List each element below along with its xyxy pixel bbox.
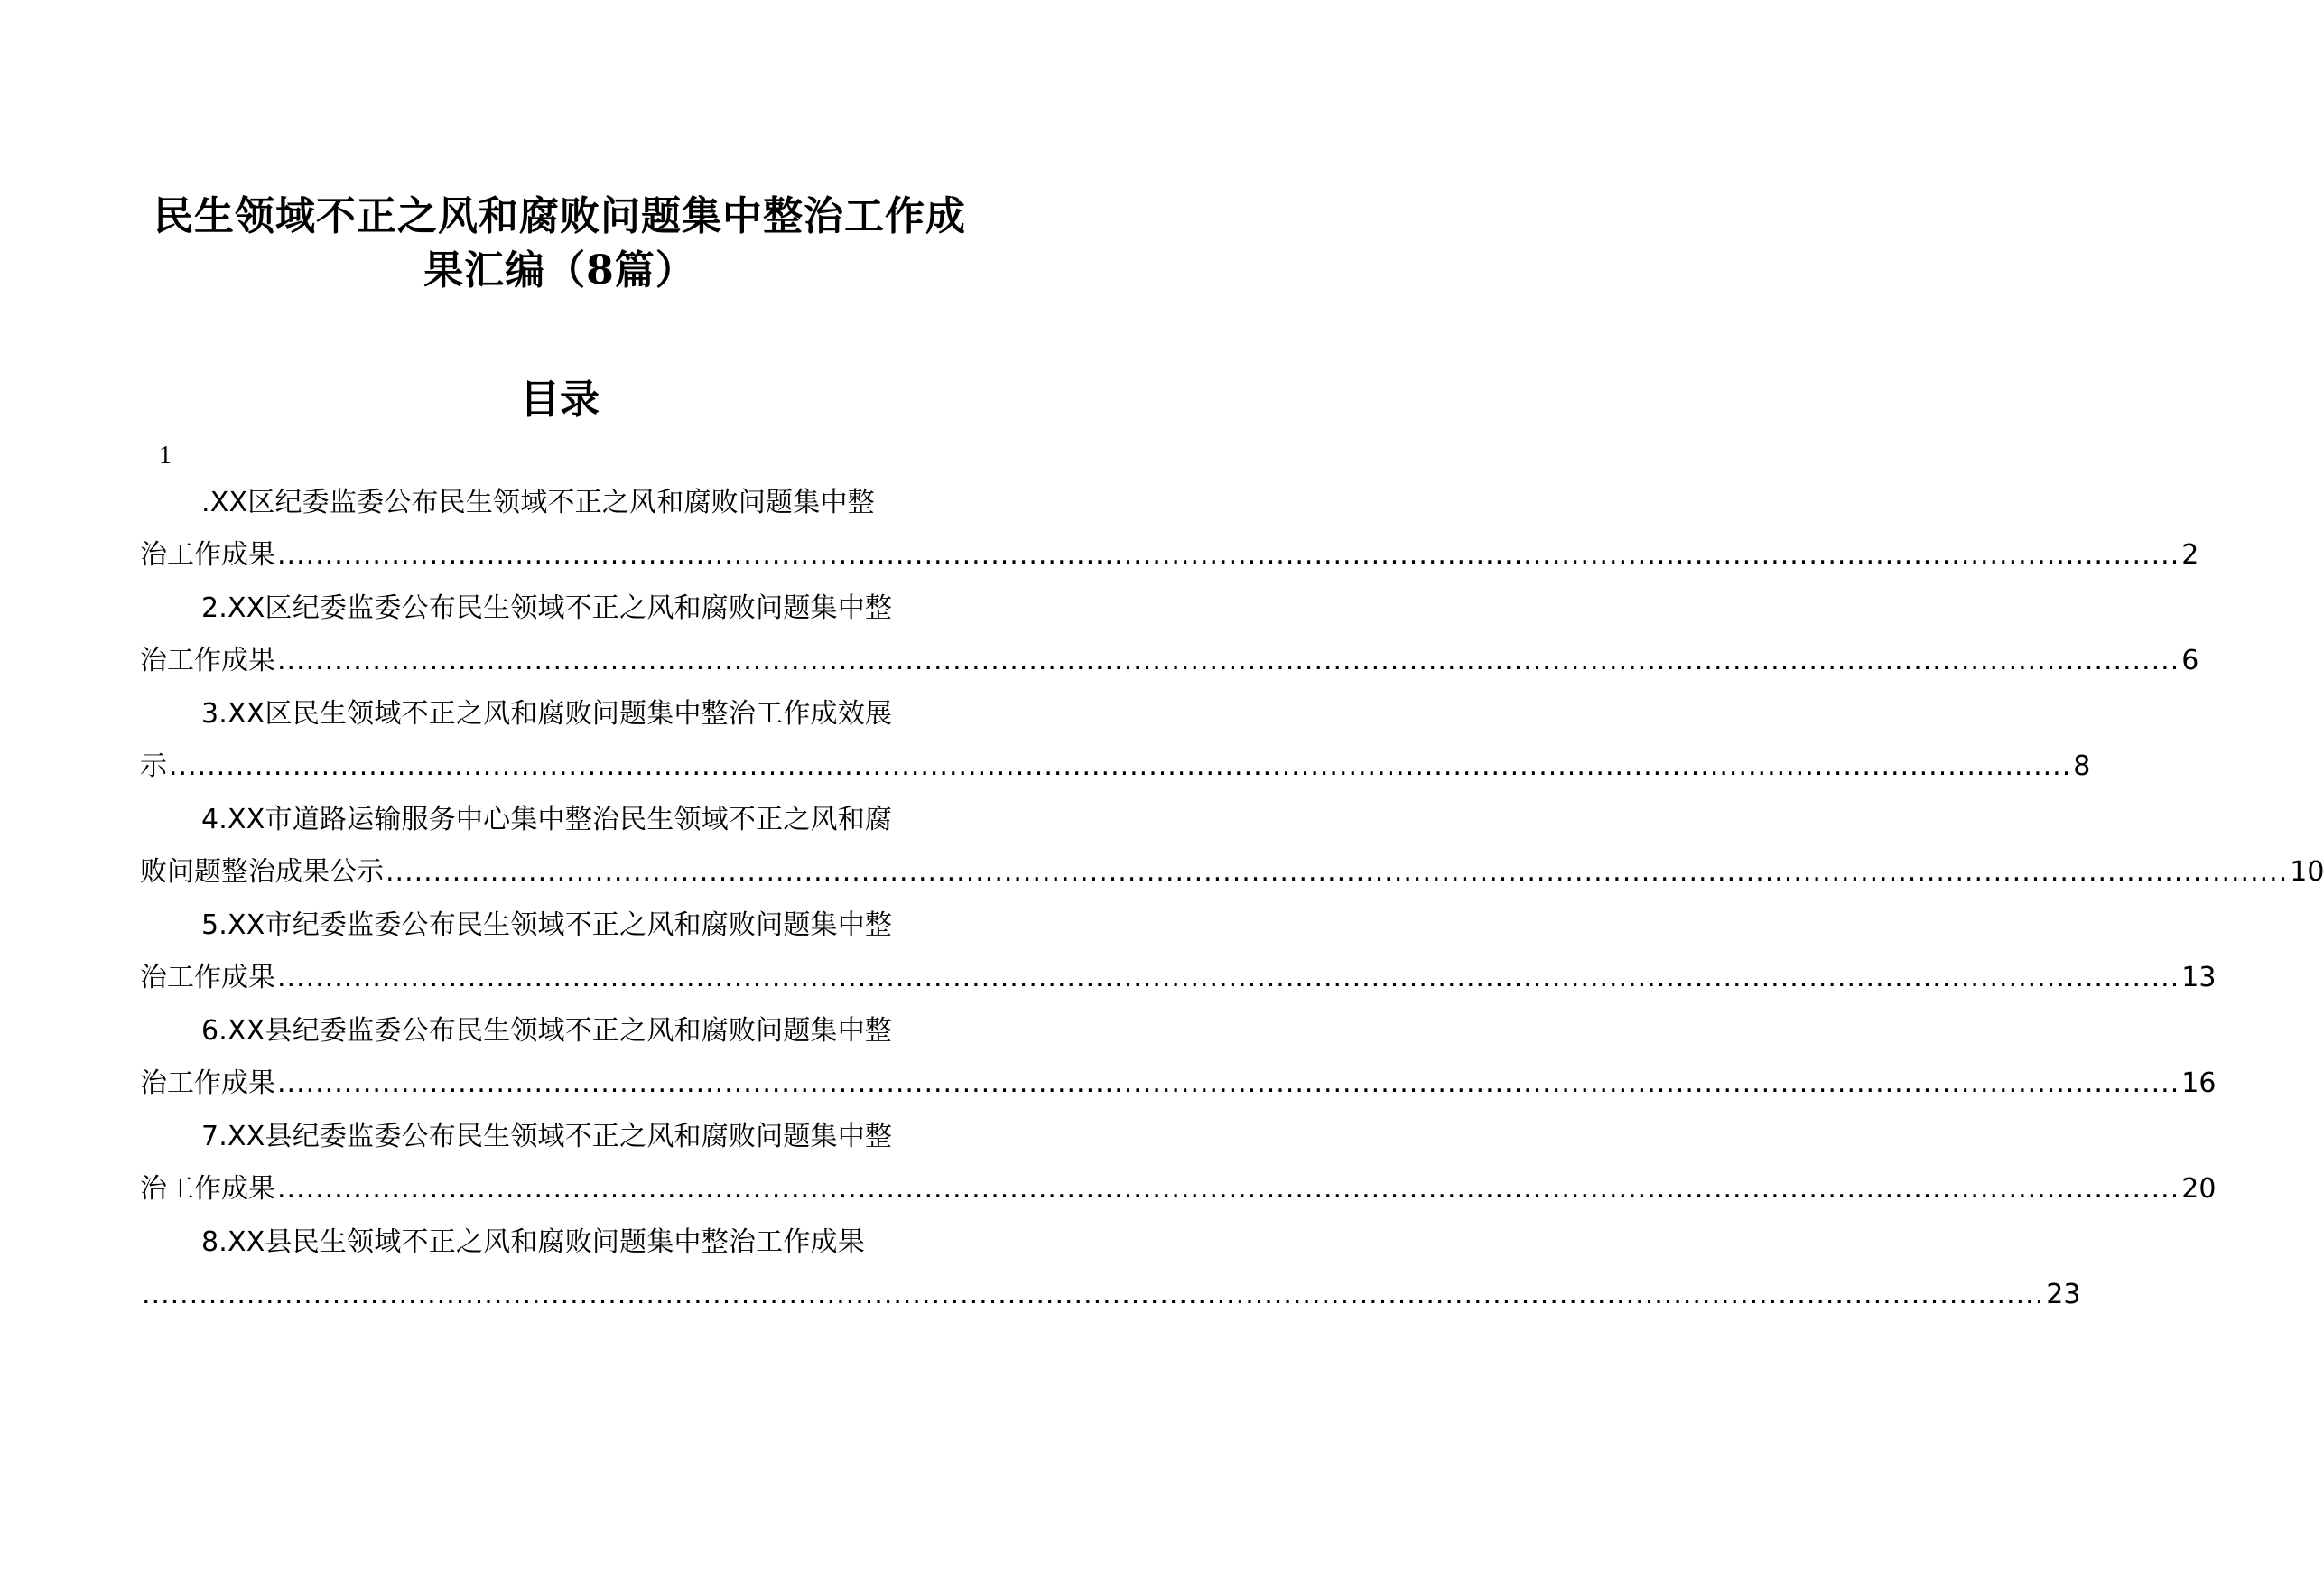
toc-entry-title: 3.XX区民生领域不正之风和腐败问题集中整治工作成效展 [201, 698, 893, 730]
toc-entry-title: 5.XX市纪委监委公布民生领域不正之风和腐败问题集中整 [201, 909, 893, 941]
toc-page-number: 6 [2181, 645, 2199, 676]
toc-entry-title-cont: 败问题整治成果公示 [140, 856, 384, 888]
toc-entry-continuation [140, 529, 2199, 582]
toc-leader-dots: ........................................................................................................................................................................................................ [277, 962, 2180, 993]
toc-entry-title: 4.XX市道路运输服务中心集中整治民生领域不正之风和腐 [201, 804, 893, 835]
toc-page-number: 13 [2181, 962, 2217, 993]
document-title-line-1: 民生领域不正之风和腐败问题集中整治工作成 [153, 193, 966, 239]
toc-page-number: 2 [2181, 539, 2199, 571]
toc-entry[interactable] [140, 688, 2091, 794]
toc-leader-dots: ........................................................................................................................................................................................................ [277, 645, 2180, 676]
toc-leader-dots: ........................................................................................................................................................................................................ [142, 1279, 2045, 1310]
toc-entry-title-cont: 治工作成果 [140, 1067, 275, 1099]
toc-entry-continuation [140, 741, 2091, 793]
toc-leader-dots: ........................................................................................................................................................................................................ [277, 1067, 2180, 1099]
toc-entry-continuation [140, 1269, 2081, 1321]
toc-page-number: 20 [2181, 1173, 2217, 1205]
toc-entry-continuation [140, 1058, 2217, 1110]
toc-entry[interactable] [140, 582, 2199, 688]
toc-entry-title: 8.XX县民生领域不正之风和腐败问题集中整治工作成果 [201, 1226, 865, 1258]
stray-number: 1 [159, 442, 172, 470]
toc-entry[interactable] [140, 1005, 2217, 1111]
toc-entry-title: 2.XX区纪委监委公布民生领域不正之风和腐败问题集中整 [201, 592, 893, 624]
toc-entry-title-cont: 治工作成果 [140, 962, 275, 993]
toc-entry[interactable] [140, 1216, 2081, 1322]
toc-entry-title-cont: 治工作成果 [140, 1173, 275, 1205]
toc-entry-title-cont: 示 [140, 750, 167, 782]
toc-heading: 目录 [520, 377, 600, 423]
toc-entry-continuation [140, 1163, 2217, 1216]
toc-entry-title: .XX区纪委监委公布民生领域不正之风和腐败问题集中整 [201, 487, 875, 518]
toc-entry-title: 6.XX县纪委监委公布民生领域不正之风和腐败问题集中整 [201, 1015, 893, 1047]
toc-entry[interactable] [140, 899, 2217, 1005]
toc-entry-title-cont: 治工作成果 [140, 645, 275, 676]
toc-leader-dots: ........................................................................................................................................................................................................ [386, 856, 2289, 888]
toc-entry[interactable] [140, 1111, 2217, 1216]
table-of-contents [140, 477, 2324, 1322]
toc-page-number: 16 [2181, 1067, 2217, 1099]
toc-page-number: 10 [2290, 856, 2324, 888]
toc-entry-continuation [140, 635, 2199, 687]
toc-leader-dots: ........................................................................................................................................................................................................ [169, 750, 2072, 782]
toc-entry[interactable] [140, 477, 2199, 582]
toc-entry[interactable] [140, 794, 2324, 899]
toc-leader-dots: ........................................................................................................................................................................................................ [277, 539, 2180, 571]
toc-entry-continuation [140, 846, 2324, 899]
toc-leader-dots: ........................................................................................................................................................................................................ [277, 1173, 2180, 1205]
toc-page-number: 23 [2046, 1279, 2081, 1310]
toc-entry-title-cont: 治工作成果 [140, 539, 275, 571]
toc-page-number: 8 [2073, 750, 2091, 782]
toc-entry-continuation [140, 952, 2217, 1004]
toc-entry-title: 7.XX县纪委监委公布民生领域不正之风和腐败问题集中整 [201, 1121, 893, 1152]
document-title-line-2: 果汇编（8篇） [423, 247, 696, 294]
